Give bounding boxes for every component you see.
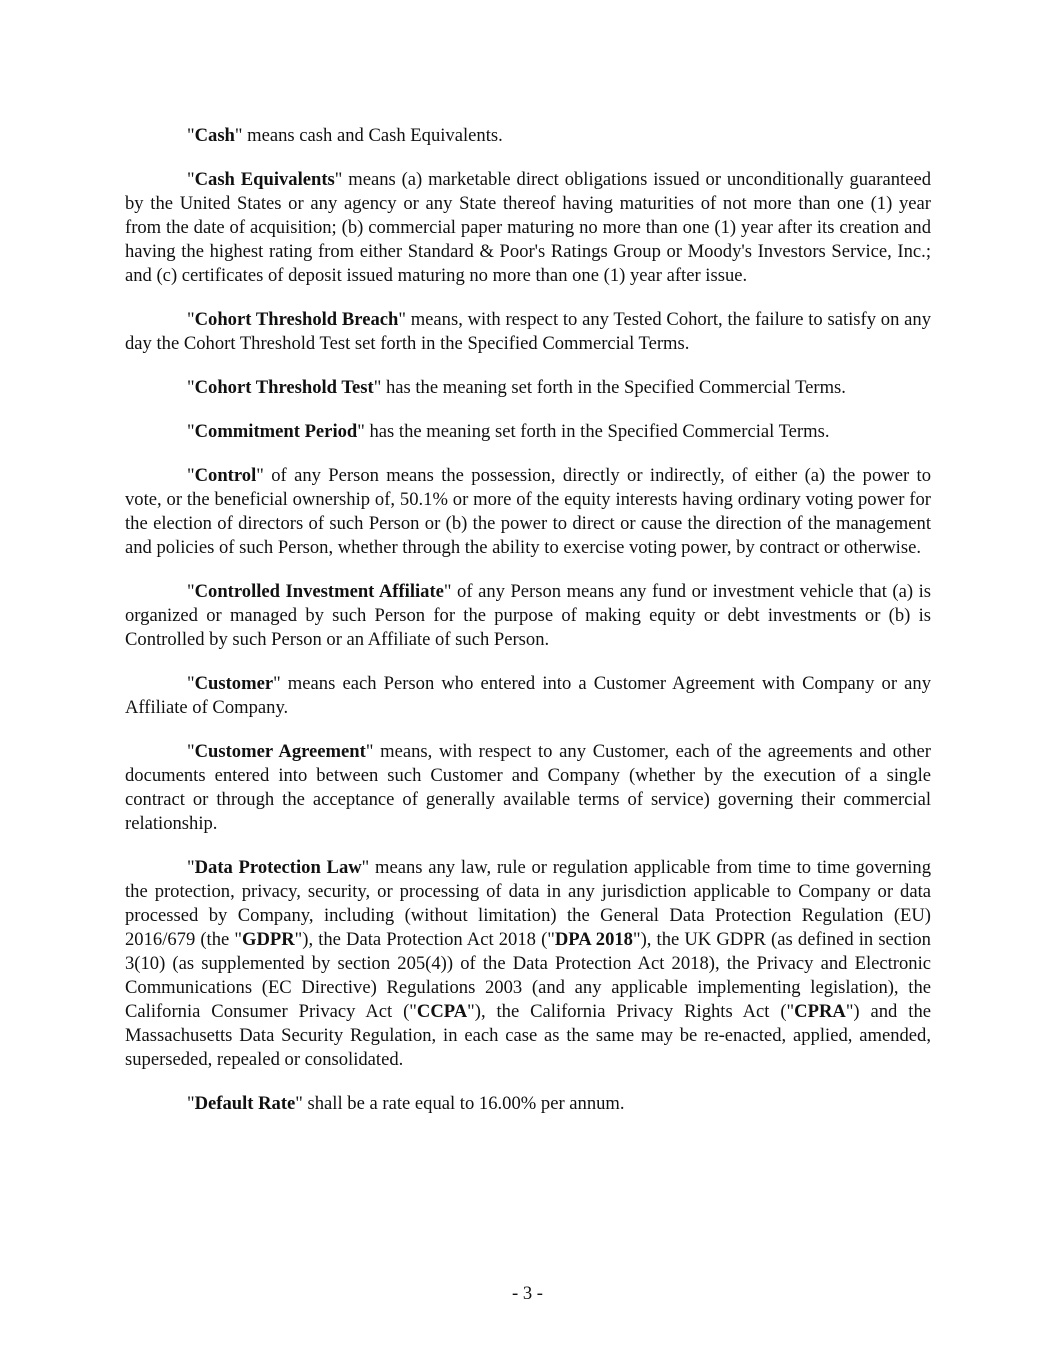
defined-term: CCPA — [416, 1001, 468, 1022]
definition-paragraph — [125, 124, 931, 148]
definition-paragraph — [125, 672, 931, 720]
definition-paragraph — [125, 856, 931, 1072]
definition-text: " has the meaning set forth in the Specified Commercial Terms. — [373, 377, 846, 398]
defined-term: Cohort Threshold Test — [194, 377, 374, 398]
definition-text: " — [187, 581, 195, 602]
definition-text: " means cash and Cash Equivalents. — [234, 125, 503, 146]
definition-paragraph — [125, 580, 931, 652]
definition-text: " means any law, rule or regulation applicable from time to time governing the protection, privacy, security, or processing of data in any jurisdiction applicable to Company or data processed by Company, including (without limitation) the General Data Protection Regulation (EU) 2016/679 (the " — [125, 857, 931, 950]
definition-text: " shall be a rate equal to 16.00% per annum. — [295, 1093, 625, 1114]
defined-term: Cash — [194, 125, 235, 146]
definition-text: " means (a) marketable direct obligations issued or unconditionally guaranteed by the United States or any agency or any State thereof having maturities of not more than one (1) year from the date of acquisition; (b) commercial paper maturing no more than one (1) year after its creation and having the highest rating from either Standard & Poor's Ratings Group or Moody's Investors Service, Inc.; and (c) certificates of deposit issued maturing no more than one (1) year after issue. — [125, 169, 931, 286]
definition-paragraph — [125, 1092, 931, 1116]
definition-text: " has the meaning set forth in the Specified Commercial Terms. — [357, 421, 830, 442]
definition-text: " — [187, 741, 195, 762]
document-body — [125, 124, 931, 1136]
defined-term: Commitment Period — [194, 421, 358, 442]
definition-paragraph — [125, 376, 931, 400]
definition-paragraph — [125, 464, 931, 560]
definition-text: " of any Person means the possession, directly or indirectly, of either (a) the power to vote, or the beneficial ownership of, 50.1% or more of the equity interests having ordinary voting power for the election of directors of such Person or (b) the power to direct or cause the direction of the management and policies of such Person, whether through the ability to exercise voting power, by contract or otherwise. — [125, 465, 931, 558]
defined-term: Control — [194, 465, 257, 486]
definition-text: " — [187, 125, 195, 146]
defined-term: Controlled Investment Affiliate — [194, 581, 444, 602]
definition-text: " — [187, 421, 195, 442]
definition-text: "), the UK GDPR (as defined in section 3(10) (as supplemented by section 205(4)) of the Data Protection Act 2018), the Privacy and Electronic Communications (EC Directive) Regulations 2003 (and any applicable implementing legislation), the California Consumer Privacy Act (" — [125, 929, 931, 1022]
defined-term: CPRA — [794, 1001, 846, 1022]
defined-term: Cash Equivalents — [194, 169, 335, 190]
definition-paragraph — [125, 308, 931, 356]
definition-text: " — [187, 673, 195, 694]
defined-term: DPA 2018 — [554, 929, 633, 950]
definition-text: "), the Data Protection Act 2018 (" — [294, 929, 555, 950]
definition-text: " means, with respect to any Customer, each of the agreements and other documents entered into between such Customer and Company (whether by the execution of a single contract or through the acceptance of generally available terms of service) governing their commercial relationship. — [125, 741, 931, 834]
definition-text: " of any Person means any fund or investment vehicle that (a) is organized or managed by such Person for the purpose of making equity or debt investments or (b) is Controlled by such Person or an Affiliate of such Person. — [125, 581, 931, 650]
defined-term: Customer — [194, 673, 274, 694]
definition-text: " — [187, 309, 195, 330]
definition-text: "), the California Privacy Rights Act (" — [467, 1001, 795, 1022]
page-number: - 3 - — [512, 1283, 543, 1304]
definition-text: " — [187, 169, 195, 190]
definition-text: " — [187, 857, 195, 878]
defined-term: Cohort Threshold Breach — [194, 309, 399, 330]
definition-paragraph — [125, 740, 931, 836]
definition-text: " — [187, 1093, 195, 1114]
definition-text: ") and the Massachusetts Data Security Regulation, in each case as the same may be re-enacted, applied, amended, superseded, repealed or consolidated. — [125, 1001, 931, 1070]
definition-text: " — [187, 465, 195, 486]
defined-term: Customer Agreement — [194, 741, 366, 762]
definition-text: " means, with respect to any Tested Cohort, the failure to satisfy on any day the Cohort Threshold Test set forth in the Specified Commercial Terms. — [125, 309, 931, 354]
defined-term: GDPR — [241, 929, 295, 950]
definition-paragraph — [125, 168, 931, 288]
definition-paragraph — [125, 420, 931, 444]
defined-term: Data Protection Law — [194, 857, 362, 878]
defined-term: Default Rate — [194, 1093, 296, 1114]
definition-text: " means each Person who entered into a Customer Agreement with Company or any Affiliate of Company. — [125, 673, 931, 718]
definition-text: " — [187, 377, 195, 398]
